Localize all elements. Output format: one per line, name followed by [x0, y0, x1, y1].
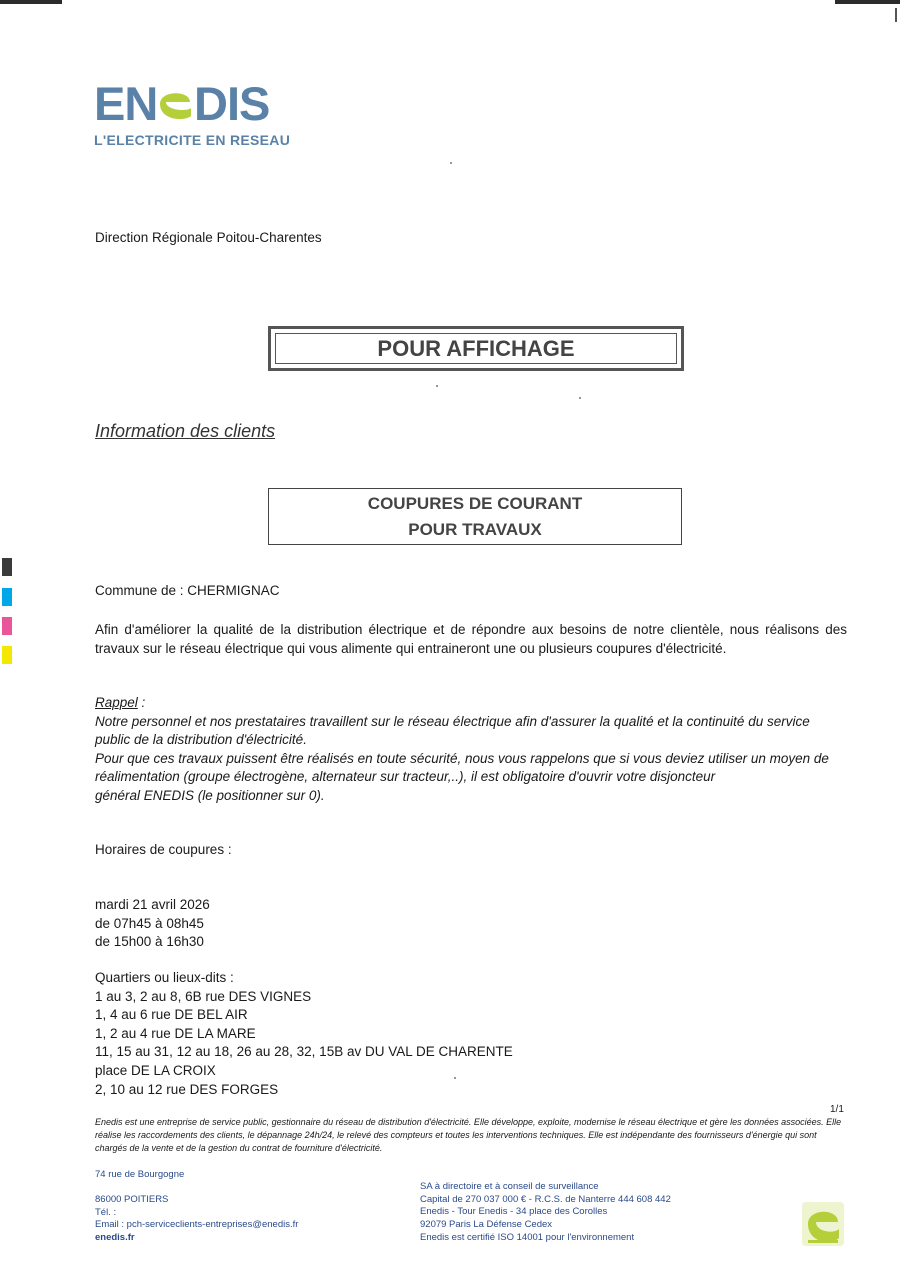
- enedis-logo: [94, 80, 290, 129]
- quartiers-label: Quartiers ou lieux-dits :: [95, 970, 234, 985]
- list-item: 1, 2 au 4 rue DE LA MARE: [95, 1025, 256, 1041]
- company-line: Enedis - Tour Enedis - 34 place des Corolles: [420, 1206, 608, 1218]
- color-swatch-black: [2, 558, 12, 576]
- svg-text:EN: EN: [94, 80, 158, 124]
- color-swatch-yellow: [2, 646, 12, 664]
- outage-date: mardi 21 avril 2026: [95, 897, 210, 912]
- horaires-label: Horaires de coupures :: [95, 842, 232, 857]
- address-tel: Tél. :: [95, 1206, 117, 1218]
- quartiers-block: [95, 969, 513, 1099]
- rappel-heading: Rappel :: [95, 695, 146, 710]
- intro-paragraph: Afin d'améliorer la qualité de la distribution électrique et de répondre aux besoins de notre clientèle, nous réalisons des travaux sur le réseau électrique qui vous alimente qui entraineront une ou plusieurs coupures d'électricité.: [95, 622, 847, 656]
- outage-slot: de 15h00 à 16h30: [95, 934, 204, 950]
- rappel-line: Notre personnel et nos prestataires travaillent sur le réseau électrique afin d'assurer la qualité et la continuité du service public de la distribution d'électricité.: [95, 713, 810, 747]
- company-line: SA à directoire et à conseil de surveillance: [420, 1181, 599, 1192]
- address-city: 86000 POITIERS: [95, 1194, 169, 1205]
- list-item: place DE LA CROIX: [95, 1062, 216, 1078]
- regional-direction: Direction Régionale Poitou-Charentes: [95, 230, 322, 245]
- info-title: Information des clients: [95, 421, 276, 441]
- logo-tagline: L'ELECTRICITE EN RESEAU: [94, 132, 291, 148]
- address-email[interactable]: Email : pch-serviceclients-entreprises@enedis.fr: [95, 1219, 299, 1230]
- footer-company-info: [420, 1181, 671, 1245]
- svg-text:DIS: DIS: [194, 80, 270, 124]
- company-line: Capital de 270 037 000 € - R.C.S. de Nanterre 444 608 442: [420, 1193, 671, 1205]
- rappel-label: Rappel: [95, 695, 138, 710]
- scan-edge-mark: [835, 0, 900, 4]
- website-link[interactable]: enedis.fr: [95, 1231, 135, 1243]
- notice-box: [268, 488, 682, 545]
- list-item: 11, 15 au 31, 12 au 18, 26 au 28, 32, 15B av DU VAL DE CHARENTE: [95, 1044, 513, 1060]
- scan-edge-mark: [0, 0, 62, 4]
- horaires-block: [95, 896, 210, 952]
- footer-legal: Enedis est une entreprise de service public, gestionnaire du réseau de distribution d'électricité. Elle développe, exploite, modernise le réseau électrique et gère les données associées. Elle réalise les raccordements des clients, le dépannage 24h/24, le relevé des compteurs et toutes les interventions techniques. Elle est indépendante des fournisseurs d'énergie qui sont chargés de la vente et de la gestion du contrat de fourniture d'électricité.: [95, 1117, 842, 1153]
- notice-line-1: COUPURES DE COURANT: [367, 493, 583, 513]
- color-swatch-magenta: [2, 617, 12, 635]
- scan-speck: [450, 162, 452, 164]
- list-item: 2, 10 au 12 rue DES FORGES: [95, 1081, 279, 1097]
- scan-speck: [579, 397, 581, 399]
- rappel-block: [95, 694, 847, 805]
- color-swatch-cyan: [2, 588, 12, 606]
- page-number: 1/1: [830, 1104, 844, 1115]
- list-item: 1, 4 au 6 rue DE BEL AIR: [95, 1007, 248, 1023]
- affichage-title: POUR AFFICHAGE: [275, 333, 677, 364]
- company-line: Enedis est certifié ISO 14001 pour l'environnement: [420, 1231, 635, 1243]
- list-item: 1 au 3, 2 au 8, 6B rue DES VIGNES: [95, 988, 312, 1004]
- scan-edge-mark: [895, 8, 897, 22]
- rappel-line: Pour que ces travaux puissent être réalisés en toute sécurité, nous vous rappelons que si vous deviez utiliser un moyen de réalimentation (groupe électrogène, alternateur sur tracteur,..), il est obligatoire d'ouvrir votre disjoncteur: [95, 750, 829, 784]
- notice-line-2: POUR TRAVAUX: [408, 519, 542, 539]
- footer-address: [95, 1169, 298, 1244]
- enedis-symbol-icon: [802, 1202, 844, 1251]
- outage-slot: de 07h45 à 08h45: [95, 915, 204, 931]
- affichage-banner: [268, 326, 684, 371]
- address-street: 74 rue de Bourgogne: [95, 1169, 185, 1180]
- company-line: 92079 Paris La Défense Cedex: [420, 1219, 553, 1231]
- rappel-line: général ENEDIS (le positionner sur 0).: [95, 787, 325, 803]
- commune: Commune de : CHERMIGNAC: [95, 583, 280, 598]
- scan-speck: [436, 385, 438, 387]
